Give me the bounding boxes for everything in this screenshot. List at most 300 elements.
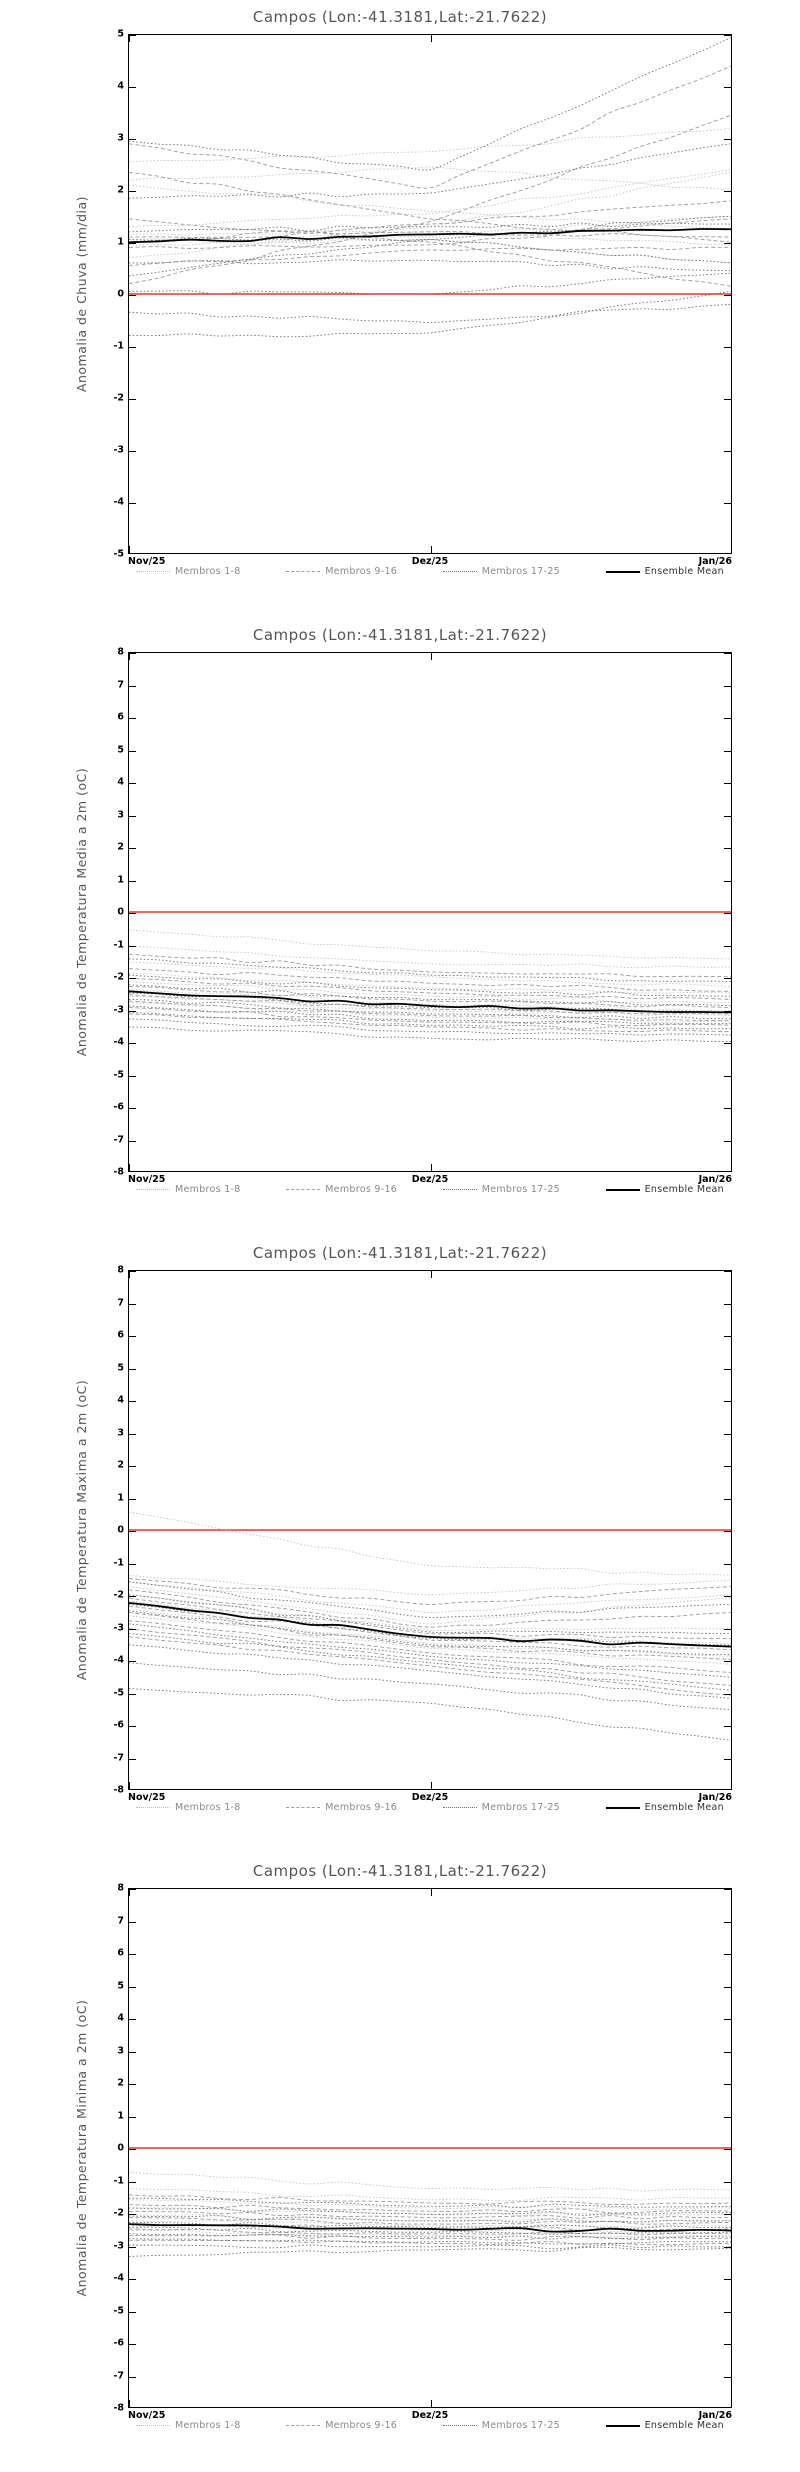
x-tick-label: Jan/26 [698,1792,732,1803]
series-line [129,170,731,227]
legend-line-icon [443,1807,477,1808]
y-tick-mark [724,1401,731,1402]
series-line [129,304,731,322]
x-tick-mark [431,1164,432,1171]
y-tick-mark [129,1564,136,1565]
y-tick-label: 3 [117,809,124,820]
legend-line-icon [136,571,170,572]
y-tick-mark [129,913,136,914]
series-line [129,2208,731,2216]
x-tick-label: Dez/25 [411,1792,449,1803]
legend-label: Ensemble Mean [644,566,724,577]
series-line [129,231,731,245]
series-line [129,247,731,265]
y-tick-mark [724,1076,731,1077]
y-tick-mark [129,946,136,947]
y-tick-label: -6 [113,2337,124,2349]
y-tick-label: -3 [113,2240,124,2251]
y-tick-mark [129,2279,136,2280]
series-line [129,240,731,263]
y-tick-label: -3 [113,444,124,456]
y-tick-mark [724,1564,731,1565]
y-tick-mark [129,1369,136,1370]
y-tick-mark [724,1466,731,1467]
legend-label: Membros 1-8 [175,2420,241,2431]
y-tick-mark [129,1499,136,1500]
y-tick-mark [724,1759,731,1760]
series-line [129,2188,731,2200]
y-tick-mark [724,2052,731,2053]
y-tick-mark [724,653,731,654]
series-line [129,1590,731,1627]
legend-label: Membros 1-8 [175,566,241,577]
y-tick-mark [129,1954,136,1955]
x-tick-mark [431,35,432,42]
legend-item [136,2420,241,2431]
y-tick-mark [129,399,136,400]
legend-line-icon [606,2425,640,2427]
y-tick-mark [129,1336,136,1337]
x-tick-label: Dez/25 [411,1174,449,1185]
y-tick-label: 8 [117,1264,124,1276]
legend [128,2420,732,2431]
legend-item [286,1802,397,1813]
y-tick-label: -1 [113,340,124,352]
y-tick-mark [129,1011,136,1012]
plot-area [113,28,732,567]
x-tick-mark [431,2400,432,2407]
series-line [129,115,731,283]
x-tick-mark [431,653,432,660]
x-tick-mark [431,1782,432,1789]
y-tick-mark [724,399,731,400]
series-line [129,229,731,242]
legend-item [606,2420,724,2431]
y-tick-mark [724,1141,731,1142]
series-line [129,982,731,1003]
y-tick-label: -7 [113,1752,124,1763]
series-line [129,959,731,982]
legend-label: Ensemble Mean [644,1802,724,1813]
axes-frame [128,1270,732,1790]
legend [128,1802,732,1813]
y-tick-label: 1 [117,236,124,248]
x-tick-label: Dez/25 [411,556,449,567]
series-line [129,2247,731,2256]
y-tick-label: -8 [113,2402,124,2414]
x-tick-label: Nov/25 [128,2410,166,2421]
series-line [129,1027,731,1042]
x-tick-mark [129,1889,130,1896]
y-tick-mark [129,1141,136,1142]
legend-item [136,566,241,577]
y-tick-mark [724,503,731,504]
y-tick-mark [724,35,731,36]
legend-item [443,2420,560,2431]
y-tick-mark [724,913,731,914]
y-tick-label: -7 [113,2370,124,2381]
y-axis-label: Anomalia de Chuva (mm/dia) [74,195,89,393]
legend-label: Membros 9-16 [325,566,398,577]
chart-panel-temp-minima [0,1854,800,2472]
x-tick-mark [129,546,130,553]
series-line [129,291,731,336]
y-tick-mark [129,1271,136,1272]
y-tick-mark [724,243,731,244]
y-axis-label: Anomalia de Temperatura Maxima a 2m (oC) [74,1379,89,1681]
y-tick-label: -4 [113,2272,124,2284]
legend-label: Membros 17-25 [481,1184,561,1195]
y-tick-mark [129,1434,136,1435]
y-tick-label: 4 [117,776,124,788]
y-tick-mark [129,718,136,719]
y-axis-label: Anomalia de Temperatura Minima a 2m (oC) [74,1999,89,2297]
y-tick-mark [724,1629,731,1630]
y-tick-mark [724,1271,731,1272]
y-axis-label: Anomalia de Temperatura Media a 2m (oC) [74,767,89,1057]
y-tick-mark [129,191,136,192]
y-tick-mark [724,1726,731,1727]
y-tick-mark [129,1889,136,1890]
y-tick-mark [129,1759,136,1760]
y-tick-mark [129,881,136,882]
x-tick-label: Jan/26 [698,2410,732,2421]
y-tick-mark [724,1011,731,1012]
y-tick-mark [129,87,136,88]
y-tick-mark [129,1987,136,1988]
y-tick-mark [724,2279,731,2280]
y-tick-label: -8 [113,1784,124,1796]
y-tick-label: 5 [117,744,124,755]
y-tick-label: 2 [117,184,124,196]
y-tick-mark [129,1043,136,1044]
y-tick-label: 7 [117,679,124,690]
x-tick-mark [431,546,432,553]
axes-frame [128,1888,732,2408]
y-tick-mark [724,2019,731,2020]
y-tick-mark [724,1987,731,1988]
legend-line-icon [606,1189,640,1191]
y-tick-mark [129,35,136,36]
y-tick-mark [724,87,731,88]
y-tick-label: 4 [117,80,124,92]
series-line [129,1012,731,1029]
y-tick-mark [724,1694,731,1695]
y-tick-label: -5 [113,548,124,560]
y-tick-mark [724,2149,731,2150]
y-tick-label: 0 [117,2142,124,2154]
y-tick-label: -5 [113,2305,124,2316]
legend-item [136,1802,241,1813]
legend-line-icon [286,2425,320,2426]
y-tick-mark [724,1369,731,1370]
plot-area [113,1882,732,2421]
y-tick-mark [724,347,731,348]
chart-panel-temp-maxima [0,1236,800,1854]
legend-item [443,1184,560,1195]
legend-label: Membros 17-25 [481,1802,561,1813]
y-tick-label: 3 [117,132,124,144]
y-tick-label: 2 [117,1459,124,1471]
legend-line-icon [443,1189,477,1190]
series-line [129,167,731,190]
y-tick-mark [129,2117,136,2118]
x-tick-mark [129,2400,130,2407]
y-tick-mark [129,2182,136,2183]
y-tick-mark [724,881,731,882]
legend-line-icon [606,571,640,573]
y-tick-mark [724,2182,731,2183]
axes-frame [128,34,732,554]
legend-line-icon [136,1807,170,1808]
y-tick-mark [724,1336,731,1337]
y-tick-mark [129,2149,136,2150]
legend-line-icon [443,571,477,572]
y-tick-label: 0 [117,288,124,300]
y-tick-mark [724,1661,731,1662]
plot-area [113,646,732,1185]
legend-line-icon [286,1807,320,1808]
legend-item [606,1184,724,1195]
y-tick-mark [129,1922,136,1923]
plot-area [113,1264,732,1803]
legend-label: Membros 9-16 [325,2420,398,2431]
y-tick-label: 4 [117,1394,124,1406]
y-tick-mark [129,2019,136,2020]
axes-frame [128,652,732,1172]
page-title: Campos (Lon:-41.3181,Lat:-21.7622) [252,626,548,644]
y-tick-label: 6 [117,711,124,723]
series-line [129,1008,731,1026]
y-tick-mark [724,1043,731,1044]
y-tick-label: 5 [117,28,124,40]
y-tick-mark [724,139,731,140]
y-tick-label: 7 [117,1915,124,1926]
x-tick-label: Jan/26 [698,556,732,567]
y-tick-mark [129,653,136,654]
y-tick-mark [724,1889,731,1890]
y-tick-mark [129,1076,136,1077]
x-tick-label: Jan/26 [698,1174,732,1185]
x-tick-label: Dez/25 [411,2410,449,2421]
legend-label: Membros 9-16 [325,1184,398,1195]
y-tick-mark [129,2084,136,2085]
legend-line-icon [443,2425,477,2426]
series-line [129,954,731,977]
y-tick-mark [129,2247,136,2248]
legend-label: Ensemble Mean [644,1184,724,1195]
series-line [129,2245,731,2249]
y-tick-mark [129,1466,136,1467]
y-tick-mark [129,2312,136,2313]
legend-item [606,1802,724,1813]
x-tick-mark [129,653,130,660]
y-tick-label: -2 [113,1589,124,1601]
legend-line-icon [606,1807,640,1809]
series-line [129,273,731,294]
y-tick-mark [129,1401,136,1402]
y-tick-mark [724,191,731,192]
y-tick-mark [129,783,136,784]
y-tick-mark [129,816,136,817]
y-tick-label: -5 [113,1069,124,1080]
y-tick-label: -3 [113,1004,124,1015]
x-tick-mark [431,1271,432,1278]
y-tick-mark [129,1694,136,1695]
y-tick-label: -3 [113,1622,124,1633]
series-line [129,1512,731,1575]
series-line [129,38,731,170]
series-line [129,946,731,968]
y-tick-mark [724,1304,731,1305]
y-tick-mark [129,139,136,140]
y-tick-mark [724,946,731,947]
y-tick-label: 3 [117,2045,124,2056]
y-tick-mark [724,451,731,452]
y-tick-mark [724,2312,731,2313]
y-tick-label: 1 [117,874,124,885]
y-tick-mark [129,451,136,452]
legend-line-icon [136,2425,170,2426]
y-tick-mark [724,2344,731,2345]
series-line [129,1579,731,1605]
page-title: Campos (Lon:-41.3181,Lat:-21.7622) [252,1862,548,1880]
series-line [129,1014,731,1032]
y-tick-label: -8 [113,1166,124,1178]
y-tick-mark [724,1499,731,1500]
y-tick-label: -2 [113,392,124,404]
y-tick-mark [724,1954,731,1955]
y-tick-label: 7 [117,1297,124,1308]
y-tick-mark [724,848,731,849]
y-tick-mark [724,295,731,296]
legend-item [443,566,560,577]
x-tick-mark [129,1164,130,1171]
x-tick-mark [129,35,130,42]
series-line [129,1006,731,1024]
y-tick-mark [724,718,731,719]
y-tick-mark [724,1596,731,1597]
legend-item [136,1184,241,1195]
series-line [129,2205,731,2213]
y-tick-label: -6 [113,1101,124,1113]
y-tick-mark [129,1596,136,1597]
y-tick-mark [724,686,731,687]
y-tick-label: -5 [113,1687,124,1698]
series-line [129,1595,731,1634]
y-tick-mark [129,295,136,296]
y-tick-label: -2 [113,2207,124,2219]
y-tick-label: 5 [117,1980,124,1991]
y-tick-mark [129,1629,136,1630]
y-tick-mark [724,2117,731,2118]
legend-line-icon [286,1189,320,1190]
y-tick-label: -6 [113,1719,124,1731]
y-tick-label: -4 [113,1654,124,1666]
legend-label: Membros 1-8 [175,1184,241,1195]
y-tick-mark [129,1304,136,1305]
y-tick-label: 3 [117,1427,124,1438]
y-tick-mark [724,2247,731,2248]
x-tick-label: Nov/25 [128,1174,166,1185]
legend [128,566,732,577]
y-tick-mark [129,978,136,979]
y-tick-mark [129,347,136,348]
y-tick-label: -2 [113,971,124,983]
legend-item [286,2420,397,2431]
series-line [129,128,731,162]
y-tick-mark [724,816,731,817]
legend-item [286,1184,397,1195]
y-tick-label: -1 [113,939,124,950]
y-tick-mark [724,978,731,979]
y-tick-mark [724,1108,731,1109]
y-tick-label: 6 [117,1329,124,1341]
y-tick-label: 6 [117,1947,124,1959]
y-tick-mark [724,1922,731,1923]
y-tick-mark [724,1434,731,1435]
legend-label: Ensemble Mean [644,2420,724,2431]
chart-panel-temp-media [0,618,800,1236]
legend-item [606,566,724,577]
x-tick-label: Nov/25 [128,1792,166,1803]
y-tick-label: 2 [117,2077,124,2089]
y-tick-label: 8 [117,1882,124,1894]
series-line [129,930,731,959]
legend-label: Membros 17-25 [481,2420,561,2431]
y-tick-mark [724,1531,731,1532]
y-tick-mark [129,751,136,752]
chart-panel-chuva [0,0,800,618]
y-tick-label: -1 [113,2175,124,2186]
y-tick-mark [724,2084,731,2085]
series-line [129,1689,731,1741]
legend-item [443,1802,560,1813]
series-line [129,216,731,241]
legend-item [286,566,397,577]
legend-line-icon [286,571,320,572]
legend-label: Membros 17-25 [481,566,561,577]
y-tick-mark [129,848,136,849]
y-tick-label: 1 [117,1492,124,1503]
y-tick-mark [129,503,136,504]
series-line [129,1645,731,1698]
y-tick-label: 0 [117,906,124,918]
y-tick-label: 1 [117,2110,124,2121]
y-tick-mark [129,1531,136,1532]
y-tick-label: 4 [117,2012,124,2024]
y-tick-label: -1 [113,1557,124,1568]
y-tick-mark [129,2052,136,2053]
x-tick-mark [431,1889,432,1896]
y-tick-label: 5 [117,1362,124,1373]
series-line [129,2172,731,2191]
y-tick-mark [129,2344,136,2345]
y-tick-mark [129,1108,136,1109]
y-tick-label: 0 [117,1524,124,1536]
y-tick-mark [129,1726,136,1727]
y-tick-mark [724,2377,731,2378]
y-tick-label: 8 [117,646,124,658]
y-tick-label: -7 [113,1134,124,1145]
x-tick-label: Nov/25 [128,556,166,567]
y-tick-mark [129,686,136,687]
y-tick-label: -4 [113,496,124,508]
y-tick-mark [724,2214,731,2215]
y-tick-mark [129,2214,136,2215]
y-tick-mark [129,2377,136,2378]
x-tick-mark [129,1782,130,1789]
